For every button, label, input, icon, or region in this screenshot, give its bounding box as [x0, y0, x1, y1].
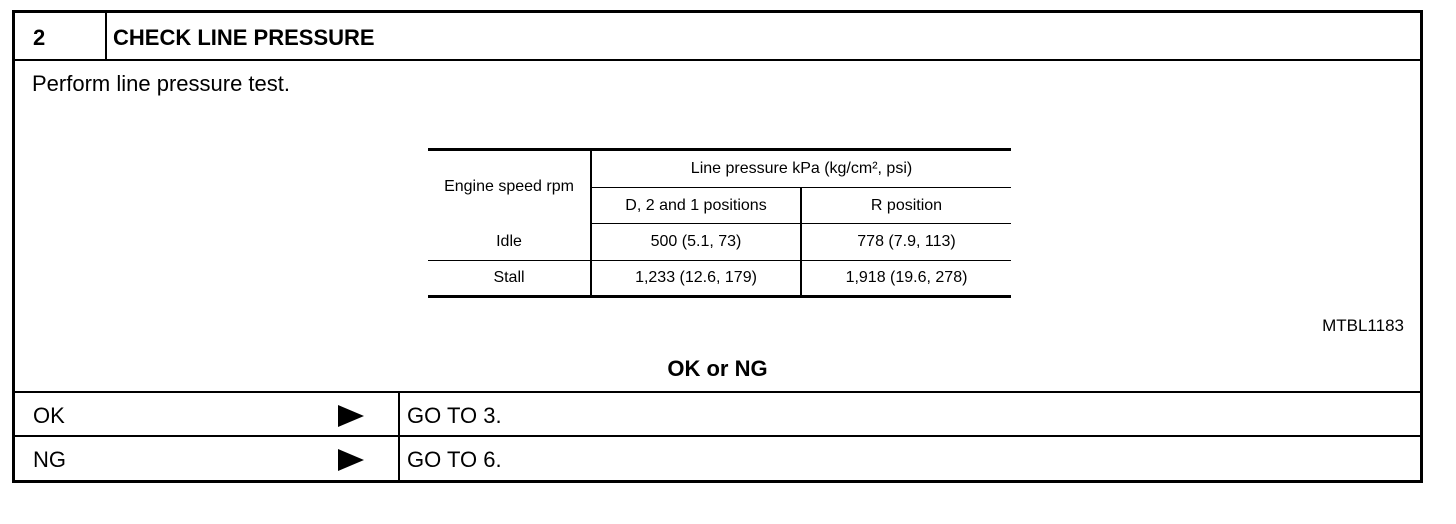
- table-reference-code: MTBL1183: [1322, 316, 1404, 335]
- header-divider: [105, 13, 107, 59]
- line-pressure-table: [428, 148, 1011, 298]
- right-triangle-arrow-icon: [338, 405, 364, 427]
- col-header-engine-speed: Engine speed rpm: [428, 150, 591, 224]
- step-header: [15, 13, 1420, 61]
- table-row: [428, 260, 1011, 296]
- result-label: NG: [33, 447, 66, 472]
- procedure-frame: [12, 10, 1423, 483]
- cell-d21: 500 (5.1, 73): [591, 224, 801, 261]
- col-header-d21: D, 2 and 1 positions: [591, 188, 801, 224]
- result-label: OK: [33, 403, 65, 428]
- result-action: GO TO 6.: [407, 447, 502, 472]
- result-divider: [398, 393, 400, 437]
- cell-r: 1,918 (19.6, 278): [801, 260, 1011, 296]
- col-header-r: R position: [801, 188, 1011, 224]
- cell-speed: Stall: [428, 260, 591, 296]
- cell-speed: Idle: [428, 224, 591, 261]
- cell-r: 778 (7.9, 113): [801, 224, 1011, 261]
- step-title: CHECK LINE PRESSURE: [113, 25, 375, 50]
- result-action: GO TO 3.: [407, 403, 502, 428]
- cell-d21: 1,233 (12.6, 179): [591, 260, 801, 296]
- result-row-ok: [15, 391, 1420, 435]
- col-group-header-line-pressure: Line pressure kPa (kg/cm², psi): [591, 150, 1011, 188]
- result-prompt: OK or NG: [667, 356, 768, 381]
- instruction-text: Perform line pressure test.: [32, 71, 290, 96]
- step-number: 2: [33, 25, 46, 50]
- table-row: [428, 224, 1011, 261]
- result-row-ng: [15, 435, 1420, 479]
- right-triangle-arrow-icon: [338, 449, 364, 471]
- result-divider: [398, 437, 400, 481]
